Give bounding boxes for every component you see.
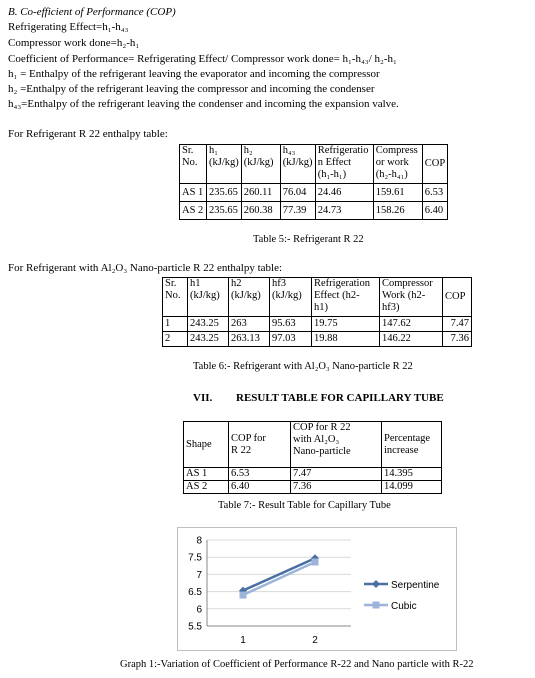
y-tick-label: 7 — [196, 569, 202, 581]
table-cell: 7.36 — [291, 481, 382, 494]
table-header-cell: Compress or work (h₂-h₄₁) — [373, 145, 422, 184]
table-header-cell: Compressor Work (h2- hf3) — [380, 278, 443, 317]
legend-label: Serpentine — [391, 580, 440, 591]
data-point-cubic — [240, 592, 247, 599]
y-tick-label: 6 — [196, 604, 202, 616]
formula-compressor-work: Compressor work done=h₂-h₁ — [8, 37, 140, 49]
formula-refrigerating-effect: Refrigerating Effect=h₁-h₄₃ — [8, 21, 129, 33]
table-cell: 95.63 — [270, 317, 312, 332]
table-cell: 235.65 — [207, 202, 242, 220]
table-cell: 76.04 — [280, 184, 315, 202]
formula-cop: Coefficient of Performance= Refrigerating Effect/ Compressor work done= h₁-h₄₃/ h₂-h₁ — [8, 53, 397, 65]
table-cell: AS 2 — [184, 481, 229, 494]
table-cell: 7.47 — [443, 317, 472, 332]
table-row — [184, 481, 442, 494]
table-cell: 7.36 — [443, 332, 472, 347]
table-cell: 24.46 — [315, 184, 373, 202]
table-cell: AS 1 — [184, 468, 229, 481]
table-header-row — [184, 422, 442, 468]
table-cell: 6.53 — [422, 184, 447, 202]
table-cell: 2 — [163, 332, 188, 347]
table-cell: 7.47 — [291, 468, 382, 481]
section-number: VII. — [193, 392, 213, 404]
data-point-cubic — [312, 559, 319, 566]
table-cell: 14.099 — [382, 481, 442, 494]
table-header-cell: Sr. No. — [163, 278, 188, 317]
table-header-cell: Percentage increase — [382, 422, 442, 468]
table-cell: 97.03 — [270, 332, 312, 347]
table-cell: AS 2 — [180, 202, 207, 220]
table-cell: 1 — [163, 317, 188, 332]
y-tick-label: 8 — [196, 535, 202, 547]
table-header-cell: COP for R 22 — [229, 422, 291, 468]
table-cell: 14.395 — [382, 468, 442, 481]
definition-hf3: h₄₃=Enthalpy of the refrigerant leaving the condenser and incoming the expansion valve. — [8, 98, 399, 110]
table-row — [184, 468, 442, 481]
table-row — [163, 332, 472, 347]
table-header-cell: hf3 (kJ/kg) — [270, 278, 312, 317]
table-row — [163, 317, 472, 332]
x-tick-label: 2 — [312, 635, 318, 646]
table5 — [179, 144, 448, 220]
table6-intro: For Refrigerant with Al₂O₃ Nano-particle R 22 enthalpy table: — [8, 262, 283, 274]
table-header-cell: h₁ (kJ/kg) — [207, 145, 242, 184]
table-header-cell: Sr. No. — [180, 145, 207, 184]
section-title: RESULT TABLE FOR CAPILLARY TUBE — [236, 392, 444, 404]
table-cell: 260.38 — [241, 202, 280, 220]
table-header-cell: COP — [443, 278, 472, 317]
table-row — [180, 184, 448, 202]
table7-caption: Table 7:- Result Table for Capillary Tube — [218, 500, 391, 511]
table-cell: 6.40 — [229, 481, 291, 494]
legend-marker — [372, 580, 380, 588]
table-header-cell: Shape — [184, 422, 229, 468]
y-tick-label: 6.5 — [188, 587, 202, 599]
x-tick-label: 1 — [240, 635, 246, 646]
table-cell: 77.39 — [280, 202, 315, 220]
table-cell: 260.11 — [241, 184, 280, 202]
y-tick-label: 5.5 — [188, 621, 202, 633]
legend-marker — [373, 602, 380, 609]
graph-caption: Graph 1:-Variation of Coefficient of Performance R-22 and Nano particle with R-22 — [120, 659, 474, 670]
table-header-row — [163, 278, 472, 317]
table-header-cell: Refrigeratio n Effect (h₁-h₁) — [315, 145, 373, 184]
table5-caption: Table 5:- Refrigerant R 22 — [253, 234, 364, 245]
table-header-cell: h₄₃ (kJ/kg) — [280, 145, 315, 184]
table5-intro: For Refrigerant R 22 enthalpy table: — [8, 128, 168, 140]
table-header-cell: COP for R 22 with Al₂O₃ Nano-particle — [291, 422, 382, 468]
definition-h2: h₂ =Enthalpy of the refrigerant leaving the compressor and incoming the condenser — [8, 83, 375, 95]
legend-label: Cubic — [391, 601, 417, 612]
cop-line-chart — [178, 528, 456, 650]
table6-caption: Table 6:- Refrigerant with Al₂O₃ Nano-particle R 22 — [193, 361, 413, 372]
table-cell: 24.73 — [315, 202, 373, 220]
table-cell: 243.25 — [188, 332, 229, 347]
table-header-cell: COP — [422, 145, 447, 184]
table-cell: 6.53 — [229, 468, 291, 481]
table-cell: 147.62 — [380, 317, 443, 332]
table-row — [180, 202, 448, 220]
table-cell: 146.22 — [380, 332, 443, 347]
table-cell: 235.65 — [207, 184, 242, 202]
table-cell: 6.40 — [422, 202, 447, 220]
definition-h1: h₁ = Enthalpy of the refrigerant leaving the evaporator and incoming the compressor — [8, 68, 380, 80]
table-header-cell: Refrigeration Effect (h2- h1) — [312, 278, 380, 317]
section-heading: B. Co-efficient of Performance (COP) — [8, 6, 176, 18]
y-tick-label: 7.5 — [188, 552, 202, 564]
table6 — [162, 277, 472, 347]
table-cell: 19.75 — [312, 317, 380, 332]
table-cell: 263.13 — [229, 332, 270, 347]
series-line-cubic — [243, 562, 315, 595]
table-cell: 159.61 — [373, 184, 422, 202]
table-header-row — [180, 145, 448, 184]
table-cell: 158.26 — [373, 202, 422, 220]
table-cell: 19.88 — [312, 332, 380, 347]
table-cell: 263 — [229, 317, 270, 332]
table-cell: AS 1 — [180, 184, 207, 202]
table7 — [183, 421, 442, 494]
table-header-cell: h2 (kJ/kg) — [229, 278, 270, 317]
chart-container — [177, 527, 457, 651]
table-header-cell: h1 (kJ/kg) — [188, 278, 229, 317]
table-header-cell: h₂ (kJ/kg) — [241, 145, 280, 184]
table-cell: 243.25 — [188, 317, 229, 332]
